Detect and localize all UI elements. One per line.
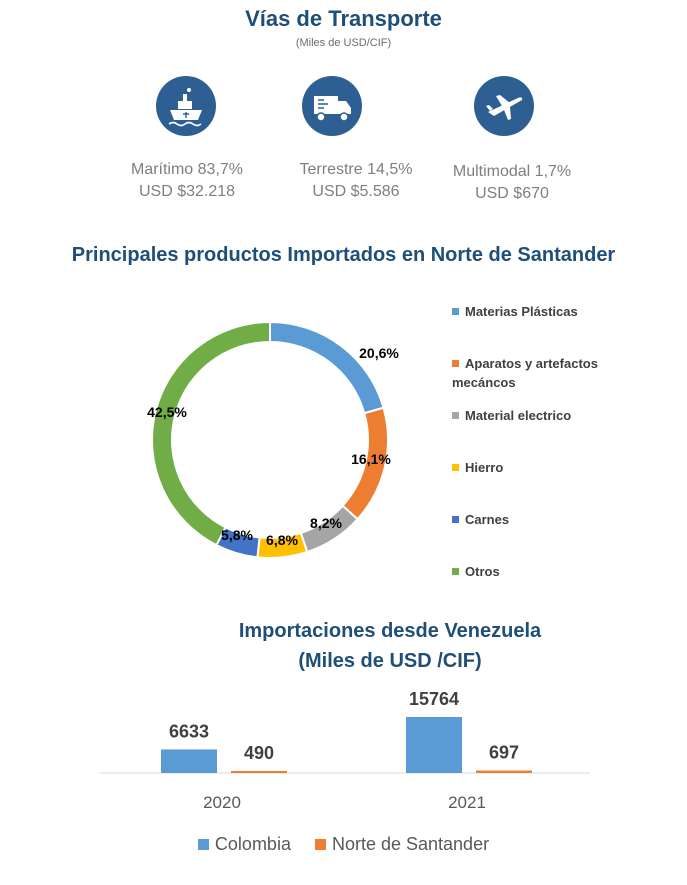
- legend-swatch: [198, 839, 209, 850]
- airplane-icon: [474, 76, 534, 136]
- mode-multimodal-value: USD $670: [475, 185, 549, 202]
- donut-chart: [140, 310, 400, 570]
- mode-maritime-share: Marítimo 83,7%: [130, 161, 244, 178]
- transport-title: Vías de Transporte: [245, 6, 442, 31]
- bar-value-label: 490: [243, 743, 275, 763]
- legend-swatch: [452, 568, 459, 575]
- legend-label: Material electrico: [465, 408, 572, 423]
- legend-label: Norte de Santander: [331, 834, 490, 854]
- bar-value-label: 697: [488, 742, 520, 763]
- bar-value-label: 15764: [408, 689, 460, 709]
- legend-swatch: [452, 360, 459, 367]
- donut-slice-5: [152, 322, 270, 545]
- bar-value-label: 6633: [168, 721, 210, 742]
- donut-data-label-2: 8,2%: [310, 515, 342, 531]
- mode-land-share: Terrestre 14,5%: [299, 161, 413, 178]
- truck-icon: [302, 76, 362, 136]
- donut-legend-item-4: [452, 510, 642, 529]
- legend-label: Materias Plásticas: [465, 304, 578, 319]
- donut-legend-item-1: [452, 354, 642, 392]
- bar-2020-1: [231, 771, 287, 773]
- legend-label: Colombia: [214, 834, 291, 854]
- bar-chart: [0, 670, 687, 820]
- donut-slice-0: [270, 322, 384, 413]
- bar-legend-item-1: [315, 834, 489, 854]
- legend-swatch: [452, 464, 459, 471]
- donut-legend-item-3: [452, 458, 642, 477]
- bar-2021-0: [406, 717, 462, 773]
- venezuela-chart-title-line2: (Miles de USD /CIF): [298, 650, 482, 672]
- donut-data-label-1: 16,1%: [351, 451, 391, 467]
- ship-icon: [156, 76, 216, 136]
- legend-label: Otros: [465, 564, 500, 579]
- bar-2021-1: [476, 771, 532, 773]
- donut-data-label-3: 6,8%: [266, 532, 298, 548]
- bar-legend-item-0: [198, 834, 291, 854]
- donut-data-label-0: 20,6%: [359, 345, 399, 361]
- legend-swatch: [315, 839, 326, 850]
- transport-subtitle: (Miles de USD/CIF): [295, 37, 392, 49]
- legend-label: Aparatos y artefactos mecáncos: [452, 356, 598, 390]
- products-chart-title: Principales productos Importados en Norte de Santander: [71, 244, 616, 266]
- legend-swatch: [452, 308, 459, 315]
- venezuela-chart-title-line1: Importaciones desde Venezuela: [238, 620, 542, 642]
- x-tick-label-2020: 2020: [203, 793, 241, 812]
- donut-data-label-4: 5,8%: [221, 527, 253, 543]
- mode-multimodal-share: Multimodal 1,7%: [452, 163, 572, 180]
- legend-swatch: [452, 516, 459, 523]
- mode-multimodal: [412, 161, 612, 205]
- legend-swatch: [452, 412, 459, 419]
- donut-legend-item-2: [452, 406, 642, 425]
- donut-legend-item-5: [452, 562, 642, 581]
- donut-legend-item-0: [452, 302, 642, 321]
- bar-2020-0: [161, 749, 217, 773]
- donut-data-label-5: 42,5%: [147, 404, 187, 420]
- legend-label: Hierro: [465, 460, 504, 475]
- mode-land-value: USD $5.586: [312, 183, 400, 200]
- x-tick-label-2021: 2021: [448, 793, 486, 812]
- mode-maritime-value: USD $32.218: [138, 183, 236, 200]
- legend-label: Carnes: [465, 512, 510, 527]
- bar-legend: [0, 834, 687, 855]
